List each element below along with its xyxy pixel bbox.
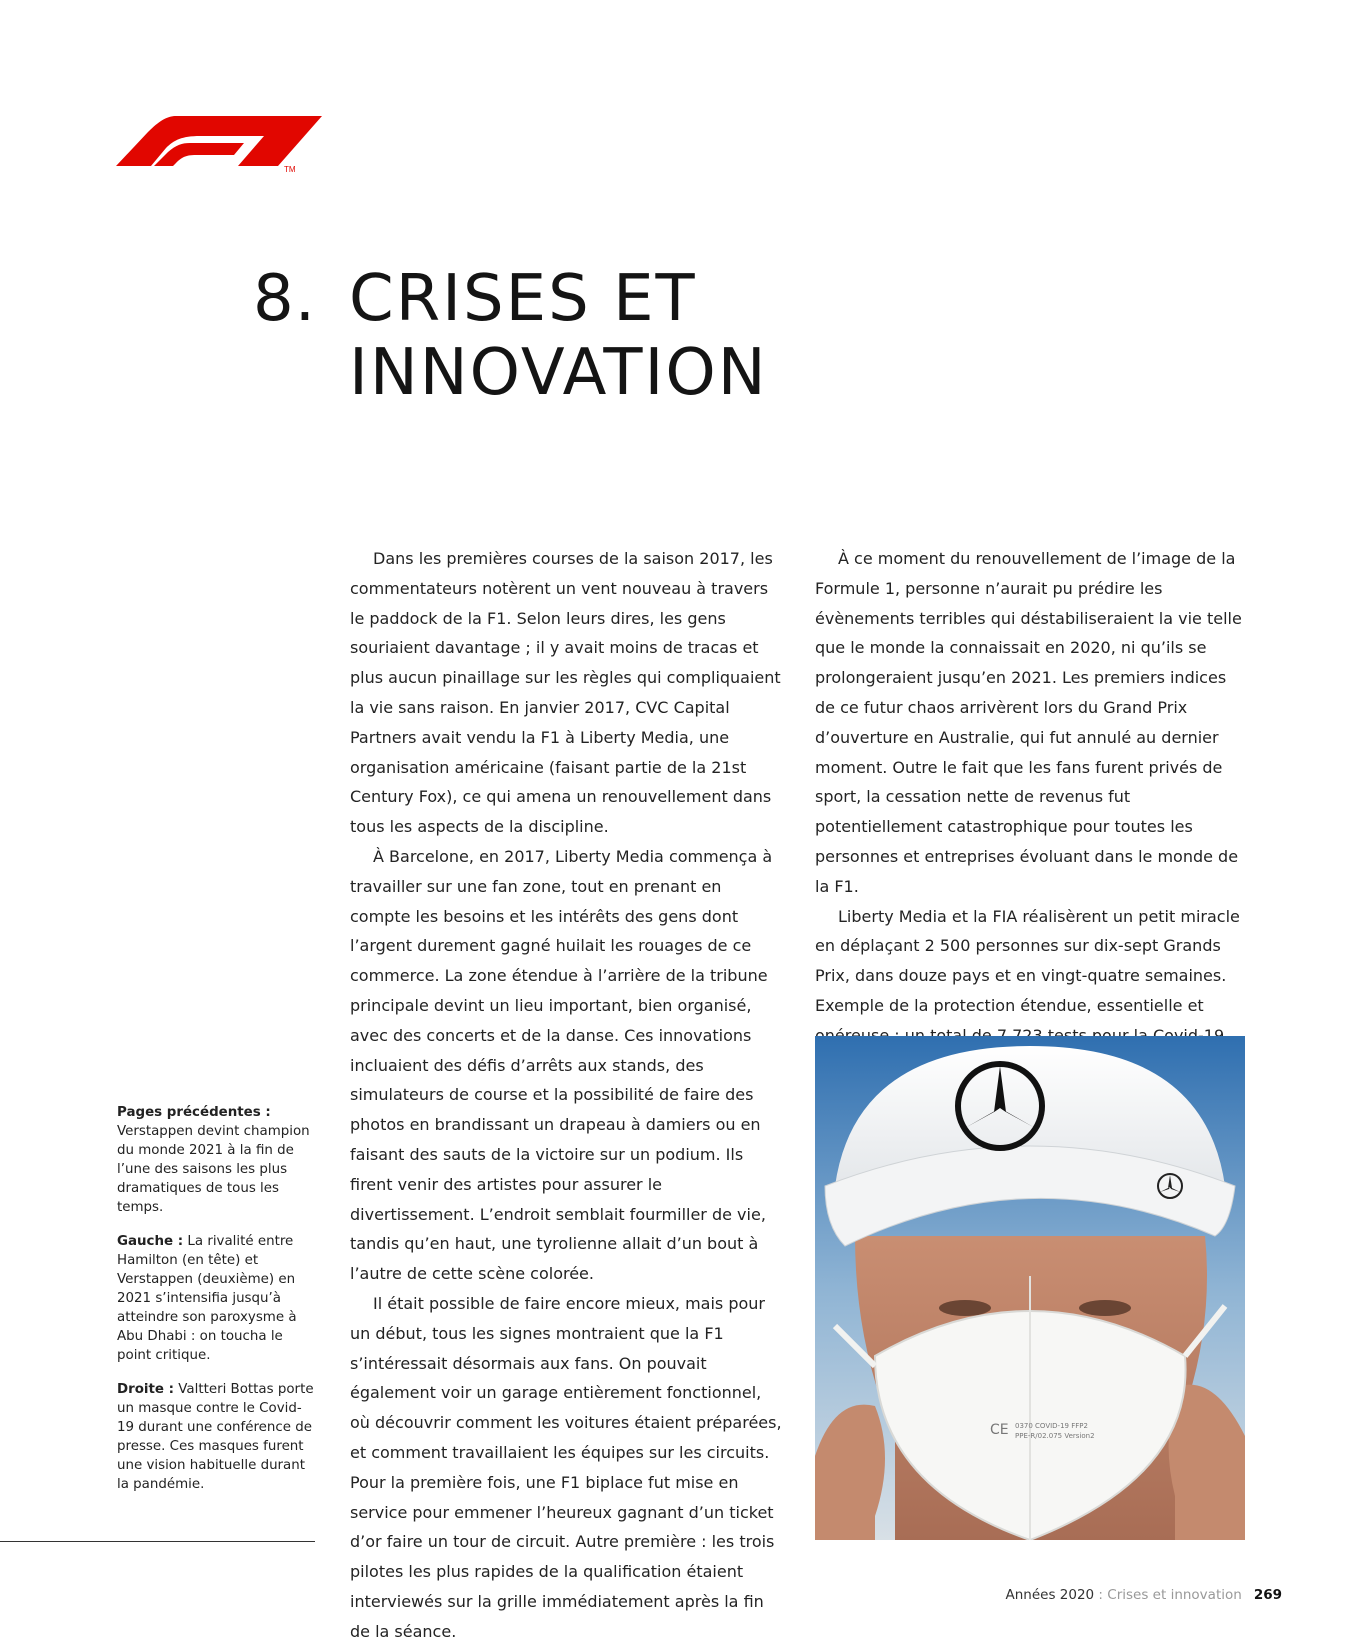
body-column-right [815, 544, 1247, 1080]
chapter-title [349, 262, 869, 410]
caption-right [117, 1380, 317, 1494]
caption-label: Gauche : [117, 1234, 184, 1249]
chapter-title-line-2: INNOVATION [349, 336, 768, 410]
body-paragraph: À Barcelone, en 2017, Liberty Media commença à travailler sur une fan zone, tout en prenant en compte les besoins et les intérêts des gens dont l’argent durement gagné huilait les rouages de ce commerce. La zone étendue à l’arrière de la tribune principale devint un lieu important, bien organisé, avec des concerts et de la danse. Ces innovations incluaient des défis d’arrêts aux stands, des simulateurs de course et la possibilité de faire des photos en brandissant un drapeau à damiers ou en faisant des sauts de la victoire sur un podium. Ils firent venir des artistes pour assurer le divertissement. L’endroit semblait fourmiller de vie, tandis qu’en haut, une tyrolienne allait d’un bout à l’autre de cette scène colorée. [350, 846, 773, 1284]
page-footer [1006, 1587, 1283, 1603]
mask-print-line-1: 0370 COVID-19 FFP2 [1015, 1422, 1088, 1430]
footer-separator: : [1094, 1587, 1108, 1603]
photo-captions [117, 1103, 317, 1509]
bottas-mask-photo [815, 1036, 1245, 1540]
footer-section: Crises et innovation [1107, 1587, 1242, 1603]
f1-logo-shape [116, 116, 322, 166]
body-paragraph: Liberty Media et la FIA réalisèrent un petit miracle en déplaçant 2 500 personnes sur dix-sept Grands Prix, dans douze pays et en vingt-quatre semaines. Exemple de la protection étendue, essentielle et [815, 906, 1240, 1015]
running-head: Années 2020 [1005, 1587, 1095, 1603]
caption-text: La rivalité entre Hamilton (en tête) et Verstappen (deuxième) en 2021 s’intensifia jusqu’à atteindre son paroxysme à Abu Dhabi : on toucha le point critique. [117, 1234, 297, 1363]
body-paragraph: Dans les premières courses de la saison 2017, les commentateurs notèrent un vent nouveau à travers le paddock de la F1. Selon leurs dires, les gens souriaient davantage ; il y avait moins de tracas et plus aucun pinaillage sur les règles qui compliquaient la vie sans raison. En janvier 2017, CVC Capital Partners avait vendu la F1 à Liberty Media, une organisation américaine (faisant partie de la 21st Century Fox), ce qui amena un renouvellement dans tous les aspects de la discipline. [350, 549, 781, 837]
caption-text: Valtteri Bottas porte un masque contre le Covid-19 durant une conférence de presse. Ces masques furent une vision habituelle durant la pandémie. [117, 1382, 314, 1492]
caption-label: Pages précédentes : [117, 1105, 271, 1120]
f1-logo [116, 116, 322, 174]
caption-divider [0, 1541, 315, 1542]
trademark-mark: TM [284, 165, 296, 174]
caption-text: Verstappen devint champion du monde 2021 à la fin de l’une des saisons les plus dramatiques de tous les temps. [117, 1124, 310, 1215]
page-number: 269 [1253, 1587, 1282, 1603]
photo-illustration [815, 1036, 1245, 1540]
chapter-title-line-1: CRISES ET [349, 262, 697, 336]
caption-left [117, 1232, 317, 1365]
body-paragraph: À ce moment du renouvellement de l’image de la Formule 1, personne n’aurait pu prédire les évènements terribles qui déstabiliseraient la vie telle que le monde la connaissait en 2020, ni qu’ils se prolongeraient jusqu’en 2021. Les premiers indices de ce futur chaos arrivèrent lors du Grand Prix d’ouverture en Australie, qui fut annulé au dernier moment. Outre le fait que les fans furent privés de sport, la cessation nette de revenus fut potentiellement catastrophique pour toutes les personnes et entreprises évoluant dans le monde de la F1. [815, 549, 1242, 896]
caption-label: Droite : [117, 1382, 175, 1397]
mask-ce-mark: CE [990, 1422, 1009, 1438]
caption-previous-pages [117, 1103, 317, 1217]
body-column-left [350, 544, 782, 1646]
mask-print-line-2: PPE-R/02.075 Version2 [1015, 1432, 1095, 1440]
body-paragraph: Il était possible de faire encore mieux, mais pour un début, tous les signes montraient que la F1 s’intéressait désormais aux fans. On pouvait également voir un garage entièrement fonctionnel, où découvrir comment les voitures étaient préparées, et comment travaillaient les équipes sur les circuits. Pour la première fois, une F1 biplace fut mise en service pour emmener l’heureux gagnant d’un ticket d’or faire un tour de circuit. Autre première : les trois pilotes les plus rapides de la qualification étaient interviewés sur la grille immédiatement après la fin de la séance. [350, 1293, 782, 1641]
chapter-number: 8. [253, 262, 317, 336]
